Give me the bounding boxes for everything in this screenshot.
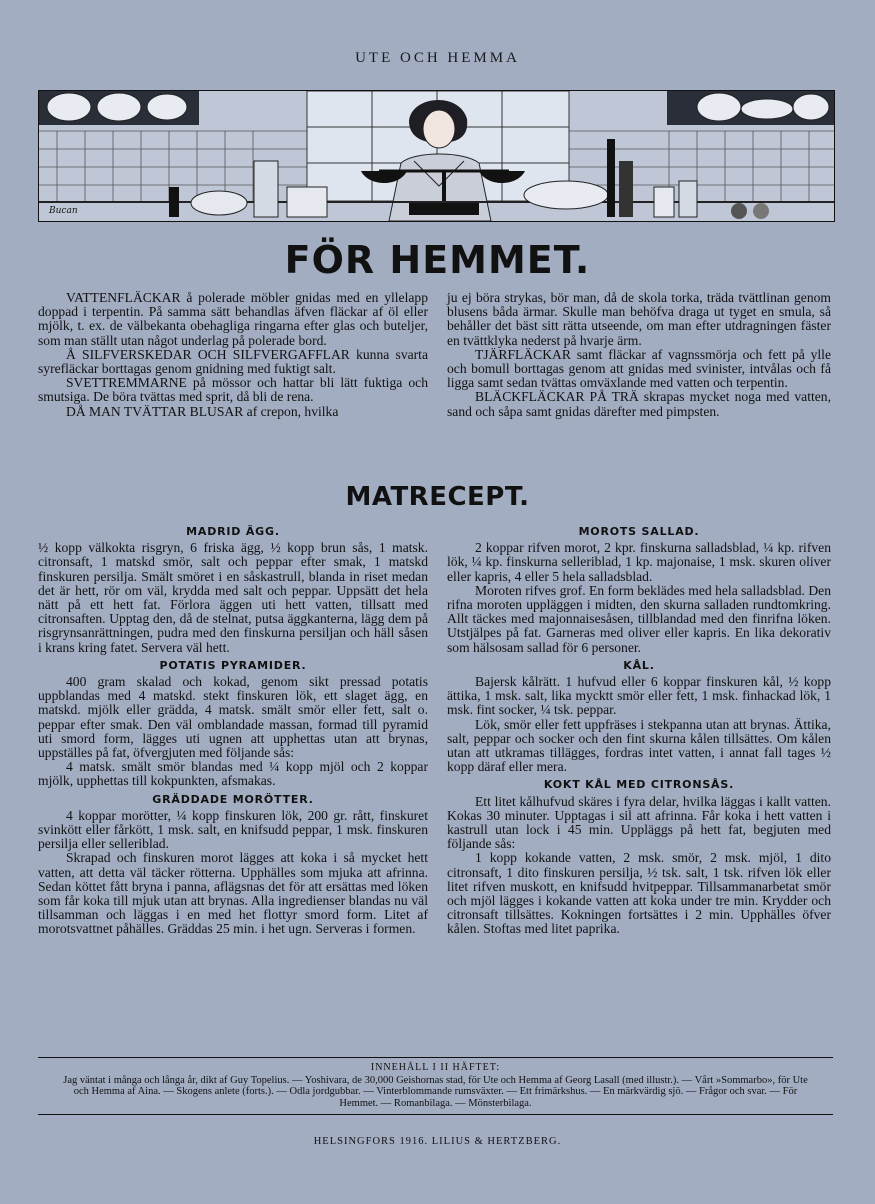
- recipe-title: GRÄDDADE MORÖTTER.: [152, 792, 314, 806]
- recipe-paragraph: Skrapad och finskuren morot lägges att koka i så mycket hett vatten, att detta väl täcker rötterna. Upphälles som mjuka att afrinna. Sedan köttet fått bryna i panna, aflägsnas det för att ersättas med löken som får koka till mjuk utan att brynas. Alla ingredienser blandas nu väl tillsamman och läggas i en med het flottyr smord form. Litet af morotsvattnet påhälles. Gräddas 25 min. i het ugn. Serveras i formen.: [38, 850, 428, 937]
- hemmet-paragraph: BLÄCKFLÄCKAR PÅ TRÄ skrapas mycket noga med vatten, sand och såpa samt gnidas därefter med pimpsten.: [447, 389, 831, 419]
- recipe-paragraph: ½ kopp välkokta risgryn, 6 friska ägg, ½ kopp brun sås, 1 matsk. citronsaft, 1 matskd smör, salt och peppar efter smak, 1 matskd finskuren persilja. Smält smöret i en såskastrull, blanda in riset medan det är hett, rör om väl, krydda med salt och peppar. Uppsätt det hela nätt på ett hett fat. Förlora äggen uti hett vatten, tillsatt med citronsaften. Upptag den, då de stelnat, putsa äggkanterna, lägg dem på risgrynsanrättningen, pudra med den finskurna persiljan och häll såsen i krans kring fatet. Servera väl hett.: [38, 540, 428, 655]
- imprint-footer: HELSINGFORS 1916. LILIUS & HERTZBERG.: [313, 1136, 562, 1147]
- recipe-paragraph: Lök, smör eller fett uppfräses i stekpanna utan att brynas. Ättika, salt, peppar och socker och den fint skurna kålen tillsättes. Om kålen utan att utkramas tillägges, fordras intet vatten, i annat fall tages ½ kopp däraf eller mera.: [447, 716, 831, 775]
- recipe-paragraph: Ett litet kålhufvud skäres i fyra delar, hvilka läggas i kallt vatten. Kokas 30 minuter. Upptagas i sil att afrinna. Får koka i hett vatten i kastrull utan lock i 45 min. Uppläggs på hett fat, begjuten med följande sås:: [447, 793, 831, 852]
- hemmet-paragraph: Å SILFVERSKEDAR OCH SILFVERGAFFLAR kunna svarta syrefläckar borttagas genom gnidning med fuktigt salt.: [38, 346, 428, 377]
- recipe-title: MADRID ÄGG.: [186, 525, 280, 538]
- artist-signature: Bucan: [49, 206, 78, 216]
- contents-text: Jag väntat i många och långa år, dikt af Guy Topelius. — Yoshivara, de 30,000 Geishornas stad, för Ute och Hemma af Georg Lasall (med illustr.). — Vårt »Sommarbo», för Ute och Hemma af Aina. — Skogens anlete (forts.). — Odla jordgubbar. — Vinterblommande rumsväxter. — Ett frimärkshus. — En märkvärdig sjö. — Frågor och svar. — För Hemmet. — Romanbilaga. — Mönsterbilaga.: [63, 1074, 808, 1109]
- recipes-left-column: [38, 525, 428, 937]
- section-title: FÖR HEMMET.: [284, 238, 591, 282]
- kitchen-scene-illustration: [39, 91, 834, 221]
- recipe-paragraph: Bajersk kålrätt. 1 hufvud eller 6 koppar finskuren kål, ½ kopp ättika, 1 msk. salt, lika mycktt smör eller fett, 1 msk. finhackad lök, 1 msk. fint socker, ¼ tsk. peppar.: [447, 674, 831, 718]
- hemmet-paragraph: SVETTREMMARNE på mössor och hattar bli lätt fuktiga och smutsiga. De böra tvättas med sprit, då bli de rena.: [38, 375, 428, 405]
- hemmet-left-column: [38, 291, 428, 419]
- recipe-title: POTATIS PYRAMIDER.: [159, 658, 307, 672]
- masthead: UTE OCH HEMMA: [355, 50, 520, 66]
- hemmet-paragraph: VATTENFLÄCKAR å polerade möbler gnidas med en yllelapp doppad i terpentin. På samma sätt behandlas äfven fläckar af öl eller mjölk, t. ex. de välbekanta obehagliga ringarna efter glas och buteljer, som man ställt utan något underlag på polerade bord.: [38, 290, 428, 348]
- recipe-paragraph: 400 gram skalad och kokad, genom sikt pressad potatis uppblandas med 4 matskd. stekt finskuren lök, ett slaget ägg, en matskd. mjölk eller grädda, 4 matsk. smält smör eller fett, salt o. peppar efter smak. Den väl omblandade massan, formad till pyramid uti smord form, lägges uti ugnen att upphettas utan att brynas, uppställes på fat, öfvergjuten med följande sås:: [38, 674, 428, 761]
- hemmet-paragraph: TJÄRFLÄCKAR samt fläckar af vagnssmörja och fett på ylle och bomull borttagas genom att gnidas med svinister, intvålas och få ligga samt sedan tvättas omväxlande med vatten och terpentin.: [447, 346, 831, 391]
- recipe-paragraph: 4 matsk. smält smör blandas med ¼ kopp mjöl och 2 koppar mjölk, upphettas till kokpunkten, afsmakas.: [38, 759, 428, 789]
- hemmet-paragraph: ju ej böra strykas, bör man, då de skola torka, träda tvättlinan genom blusens båda ärmar. Skulle man behöfva draga ut tyget en smula, så behåller det bäst sitt rätta utseende, om man efter utdragningen fäster en tvättklyka nederst på hvarje ärm.: [447, 290, 831, 348]
- contents-heading: INNEHÅLL I II HÄFTET:: [370, 1062, 501, 1073]
- issue-contents-box: [38, 1057, 833, 1115]
- recipe-paragraph: 1 kopp kokande vatten, 2 msk. smör, 2 msk. mjöl, 1 dito citronsaft, 1 dito finskuren persilja, ½ tsk. salt, 1 tsk. rifven lök eller litet rifven muskott, en knifsudd hvitpeppar. Tillsammanarbetat smör och mjöl lägges i kokande vatten att koka under tre min. Krydder och citronsaft tillsättes. Kokningen fortsättes i 2 min. Upphälles öfver kålen. Stoftas med litet paprika.: [447, 850, 831, 937]
- recipe-title: MOROTS SALLAD.: [578, 525, 700, 538]
- recipe-title: KOKT KÅL MED CITRONSÅS.: [543, 778, 735, 792]
- recipe-paragraph: 4 koppar morötter, ¼ kopp finskuren lök, 200 gr. rått, finskuret svinkött eller fårkött, 1 msk. salt, en knifsudd peppar, 1 msk. finskuren persilja eller selleriblad.: [38, 807, 428, 852]
- header-illustration: [38, 90, 835, 222]
- recipe-title: KÅL.: [623, 658, 655, 672]
- recipes-right-column: [447, 525, 831, 937]
- recipes-title: MATRECEPT.: [345, 482, 530, 512]
- recipe-paragraph: 2 koppar rifven morot, 2 kpr. finskurna salladsblad, ¼ kp. rifven lök, ¼ kp. finskurna selleriblad, 1 kp. majonaise, 1 msk. skuren oliver eller kapris, 4 eller 5 hela salladsblad.: [447, 540, 831, 584]
- recipe-paragraph: Moroten rifves grof. En form beklädes med hela salladsblad. Den rifna moroten uppläggen i midten, den skurna salladen rundtomkring. Allt täckes med majonnaisesåsen, tillblandad med den finrifna löken. Utstjälpes på fat. Garneras med oliver eller kapris. En lika dekorativ som hälsosam sallad för 6 personer.: [447, 582, 831, 655]
- hemmet-paragraph: DÅ MAN TVÄTTAR BLUSAR af crepon, hvilka: [66, 403, 339, 419]
- hemmet-right-column: [447, 291, 831, 419]
